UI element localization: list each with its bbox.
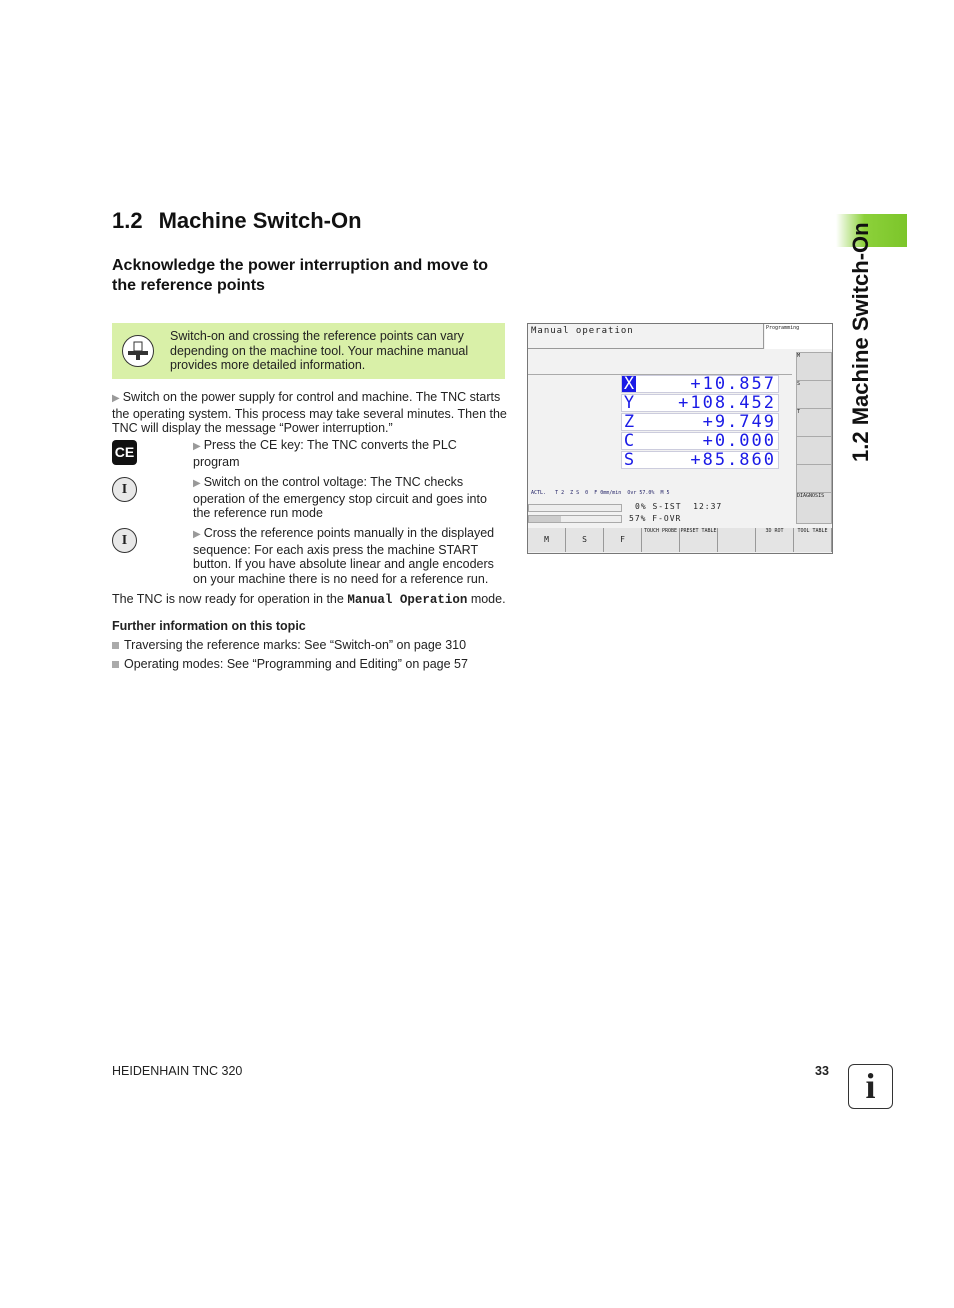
feed-bar bbox=[528, 515, 622, 523]
spindle-bar bbox=[528, 504, 622, 512]
s-ist: 0% S-IST 12:37 bbox=[635, 502, 723, 511]
axis-label: Z bbox=[623, 412, 635, 432]
arrow-icon: ▶ bbox=[193, 529, 201, 540]
start-key-icon: I bbox=[112, 528, 137, 553]
axis-value: +0.000 bbox=[702, 431, 776, 451]
axis-label: C bbox=[623, 431, 635, 451]
arrow-icon: ▶ bbox=[193, 478, 201, 489]
mode-title: Manual operation bbox=[528, 324, 764, 349]
tnc-screenshot bbox=[527, 323, 833, 554]
further-item[interactable] bbox=[112, 657, 468, 672]
info-icon: i bbox=[848, 1064, 893, 1109]
axis-value: +85.860 bbox=[690, 450, 776, 470]
softkey[interactable]: 3D ROT bbox=[756, 528, 794, 552]
step-text: Press the CE key: The TNC converts the PLC program bbox=[193, 438, 457, 469]
softkey[interactable]: TOUCH PROBE bbox=[642, 528, 680, 552]
side-title: 1.2 Machine Switch-On bbox=[848, 222, 873, 462]
axis-position-row bbox=[621, 413, 779, 431]
step-reference bbox=[193, 526, 511, 586]
softkey[interactable]: S bbox=[566, 528, 604, 552]
softkey[interactable]: PRESET TABLE bbox=[680, 528, 718, 552]
section-number: 1.2 bbox=[112, 208, 143, 233]
bullet-icon bbox=[112, 642, 119, 649]
ce-key-icon: CE bbox=[112, 440, 137, 465]
step-control-voltage bbox=[193, 475, 507, 521]
machine-icon bbox=[122, 335, 154, 367]
axis-value: +108.452 bbox=[678, 393, 776, 413]
section-title: Machine Switch-On bbox=[158, 208, 362, 233]
axis-value: +10.857 bbox=[690, 374, 776, 394]
step-text: Cross the reference points manually in the displayed sequence: For each axis press the machine START button. If you have absolute linear and angle encoders on your machine there is no need for a reference run. bbox=[193, 526, 495, 586]
ready-post: mode. bbox=[467, 592, 506, 606]
note-text: Switch-on and crossing the reference points can vary depending on the machine tool. Your machine manual provides more detailed information. bbox=[170, 329, 469, 372]
step-text: Switch on the power supply for control and machine. The TNC starts the operating system. This process may take several minutes. Then the TNC will display the message “Power interruption.” bbox=[112, 390, 507, 435]
axis-label: Y bbox=[623, 393, 635, 413]
axis-label: S bbox=[623, 450, 635, 470]
programming-mode: Programming bbox=[765, 324, 832, 349]
softkey[interactable]: TOOL TABLE bbox=[794, 528, 832, 552]
axis-position-row bbox=[621, 394, 779, 412]
vertical-softkey[interactable]: S bbox=[796, 380, 832, 412]
step-power bbox=[112, 390, 507, 436]
footer-product: HEIDENHAIN TNC 320 bbox=[112, 1064, 243, 1078]
vertical-softkey[interactable]: M bbox=[796, 352, 832, 384]
axis-position-row bbox=[621, 432, 779, 450]
softkey[interactable] bbox=[718, 528, 756, 552]
further-item-text: Traversing the reference marks: See “Switch-on” on page 310 bbox=[124, 638, 467, 652]
axis-position-row bbox=[621, 451, 779, 469]
axis-label: X bbox=[623, 374, 635, 394]
arrow-icon: ▶ bbox=[112, 393, 120, 404]
axis-position-row bbox=[621, 375, 779, 393]
f-ovr: 57% F-OVR bbox=[629, 514, 682, 523]
bullet-icon bbox=[112, 661, 119, 668]
status-line: ACTL. T 2 Z S 0 F 0mm/min Ovr 57.0% M 5 bbox=[531, 490, 670, 496]
subheading: Acknowledge the power interruption and move to the reference points bbox=[112, 257, 489, 294]
machine-note-box bbox=[112, 323, 505, 379]
softkey[interactable]: M bbox=[528, 528, 566, 552]
section-heading bbox=[112, 208, 362, 234]
step-text: Switch on the control voltage: The TNC checks operation of the emergency stop circuit and goes into the reference run mode bbox=[193, 475, 487, 520]
vertical-softkey[interactable]: T bbox=[796, 408, 832, 440]
ready-text bbox=[112, 592, 506, 608]
axis-value: +9.749 bbox=[702, 412, 776, 432]
mode-name: Manual Operation bbox=[347, 593, 468, 607]
vertical-softkey[interactable]: DIAGNOSIS bbox=[796, 492, 832, 524]
further-title: Further information on this topic bbox=[112, 619, 306, 633]
further-item-text: Operating modes: See “Programming and Editing” on page 57 bbox=[124, 657, 468, 671]
softkey[interactable]: F bbox=[604, 528, 642, 552]
arrow-icon: ▶ bbox=[193, 441, 201, 452]
step-ce bbox=[193, 438, 493, 469]
page-number: 33 bbox=[815, 1064, 829, 1078]
further-item[interactable] bbox=[112, 638, 466, 653]
ready-pre: The TNC is now ready for operation in the bbox=[112, 592, 348, 606]
machine-on-key-icon: I bbox=[112, 477, 137, 502]
